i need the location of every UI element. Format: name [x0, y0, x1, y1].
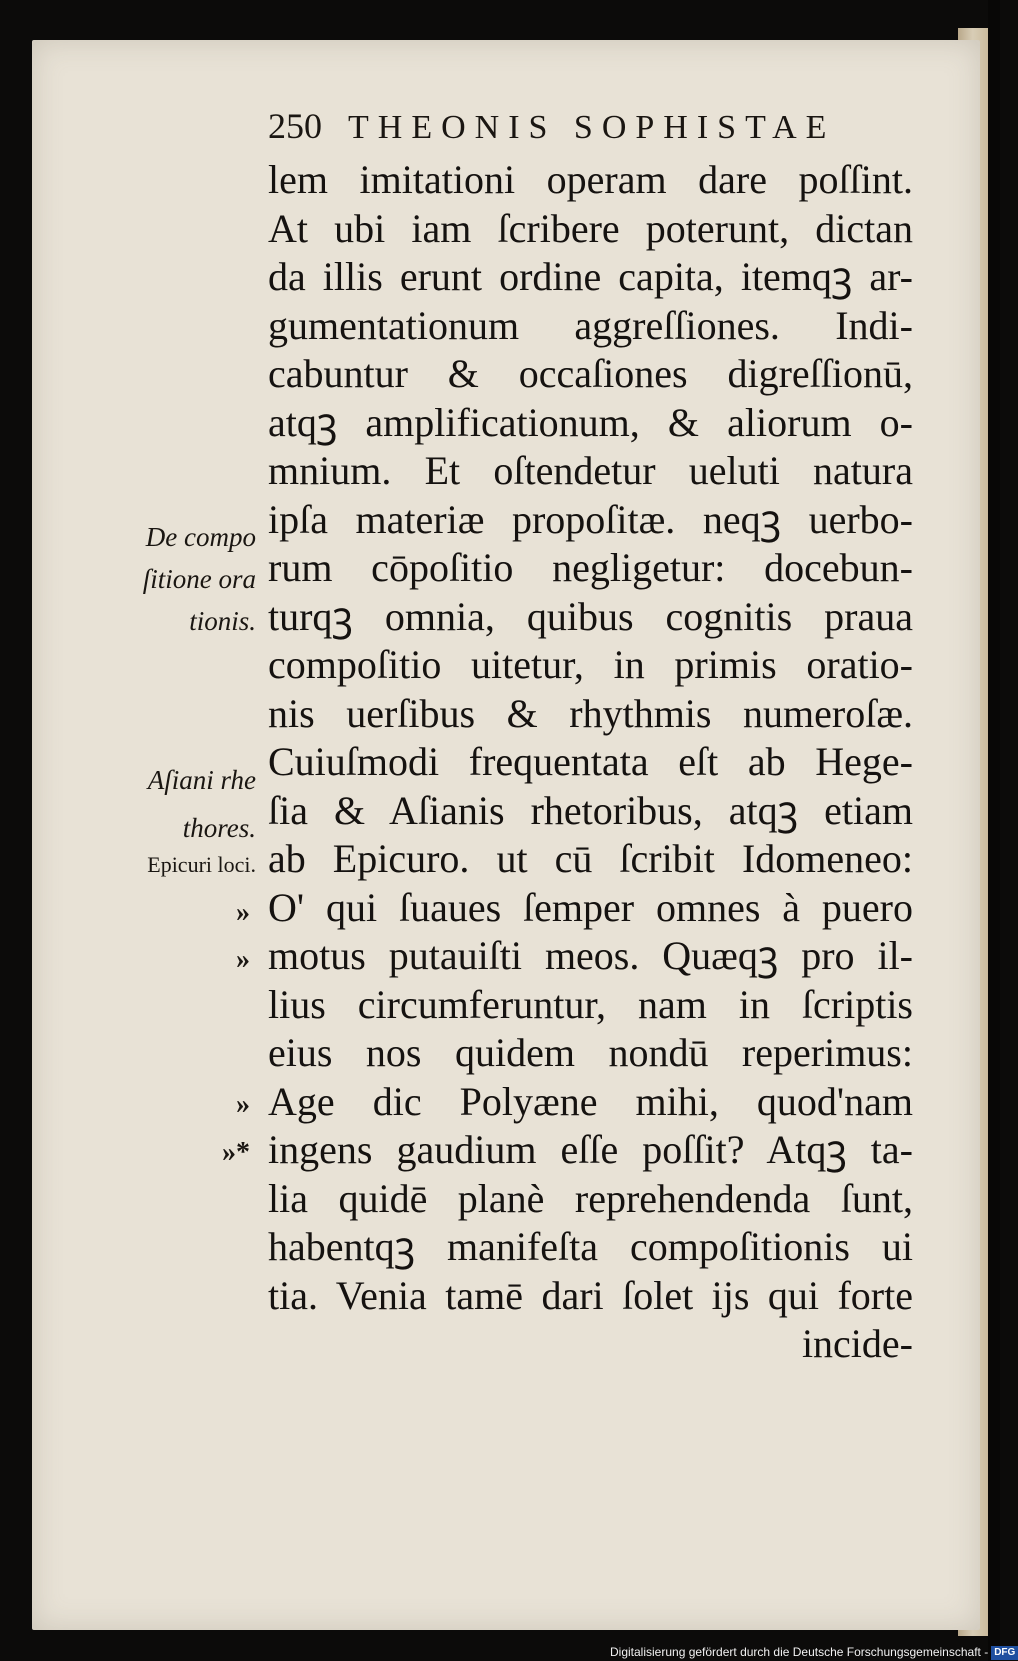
margin-note-epicuri: Epicuri loci.	[147, 852, 256, 877]
quote-mark: »	[236, 897, 250, 928]
margin-note-line: tionis.	[189, 606, 256, 636]
text-line: Cuiuſmodi frequentata eſt ab Hege-	[268, 739, 913, 784]
text-line: ab Epicuro. ut cū ſcribit Idomeneo:	[268, 836, 913, 881]
text-line: lius circumferuntur, nam in ſcriptis	[268, 981, 913, 1027]
body-text	[268, 156, 913, 1369]
margin-note-line: Aſiani rhe	[147, 765, 256, 795]
dfg-logo: DFG	[991, 1646, 1018, 1660]
text-line: Age dic Polyæne mihi, quod'nam	[268, 1078, 913, 1124]
text-line: At ubi iam ſcribere poterunt, dictan	[268, 205, 913, 251]
text-line: ſia & Aſianis rhetoribus, atqꝫ etiam	[268, 787, 913, 833]
quote-mark: »	[236, 944, 250, 975]
text-line: habentqꝫ manifeſta compoſitionis ui	[268, 1224, 913, 1269]
text-line: lem imitationi operam dare poſſint.	[268, 157, 913, 202]
margin-note-line: thores.	[182, 813, 256, 843]
margin-note-line: ſitione ora	[142, 564, 256, 594]
margin-note-line: De compo	[145, 522, 256, 552]
page-number: 250	[268, 106, 322, 146]
digitization-credit	[610, 1643, 1016, 1661]
credit-text: Digitalisierung gefördert durch die Deutsche Forschungsgemeinschaft -	[610, 1645, 989, 1659]
scan-edge	[988, 0, 1000, 1661]
text-line: motus putauiſti meos. Quæqꝫ pro il-	[268, 933, 913, 978]
text-line: lia quidē planè reprehendenda ſunt,	[268, 1175, 913, 1221]
text-line: nis uerſibus & rhythmis numeroſæ.	[268, 690, 913, 736]
text-line: ipſa materiæ propoſitæ. neqꝫ uerbo-	[268, 496, 913, 542]
text-line: atqꝫ amplificationum, & aliorum o-	[268, 399, 913, 445]
text-line: O' qui ſuaues ſemper omnes à puero	[268, 884, 913, 930]
text-line: cabuntur & occaſiones digreſſionū,	[268, 351, 913, 396]
margin-note-de-compositione	[96, 522, 256, 636]
text-line: tia. Venia tamē dari ſolet ijs qui forte	[268, 1272, 913, 1318]
text-line: ingens gaudium eſſe poſſit? Atqꝫ ta-	[268, 1127, 913, 1172]
text-line: mnium. Et oſtendetur ueluti natura	[268, 448, 913, 493]
text-line: rum cōpoſitio negligetur: docebun-	[268, 545, 913, 590]
margin-note-asiani	[96, 765, 256, 843]
text-line: eius nos quidem nondū reperimus:	[268, 1030, 913, 1075]
running-head	[268, 105, 913, 155]
quote-mark: »	[236, 1089, 250, 1120]
text-line: compoſitio uitetur, in primis oratio-	[268, 642, 913, 687]
quote-mark-asterisk: »*	[222, 1137, 250, 1168]
text-line: da illis erunt ordine capita, itemqꝫ ar-	[268, 254, 913, 299]
catchword: incide-	[801, 1321, 913, 1366]
text-line: turqꝫ omnia, quibus cognitis praua	[268, 593, 913, 639]
running-title: THEONIS SOPHISTAE	[348, 109, 836, 146]
text-line: gumentationum aggreſſiones. Indi-	[268, 302, 913, 348]
